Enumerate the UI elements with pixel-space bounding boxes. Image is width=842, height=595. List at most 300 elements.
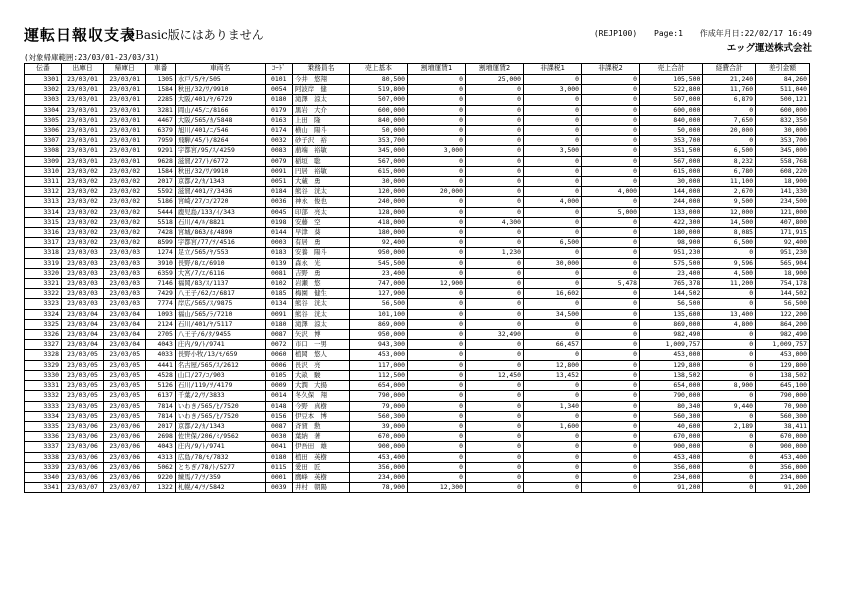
- table-cell: 453,400: [640, 452, 703, 462]
- table-cell: 23/03/01: [61, 136, 103, 146]
- table-cell: 砂子沢 裕: [292, 136, 349, 146]
- table-cell: 23/03/01: [104, 105, 146, 115]
- table-cell: 0: [465, 432, 523, 442]
- table-cell: 23/03/01: [104, 75, 146, 85]
- table-cell: 0: [581, 238, 639, 248]
- table-cell: 0: [703, 299, 756, 309]
- table-cell: 23/03/05: [104, 350, 146, 360]
- table-cell: 宇都宮/77/ｦ/4516: [175, 238, 265, 248]
- table-cell: 0: [465, 156, 523, 166]
- column-header: 売上基本: [349, 64, 407, 75]
- table-cell: 23/03/01: [61, 105, 103, 115]
- table-cell: 石川/401/ﾔ/5117: [175, 319, 265, 329]
- table-cell: 40,600: [640, 421, 703, 431]
- table-cell: 0045: [265, 207, 292, 217]
- table-cell: 144,502: [640, 289, 703, 299]
- table-cell: 23/03/03: [61, 299, 103, 309]
- table-cell: 石川/119/ｦ/4179: [175, 381, 265, 391]
- table-cell: 0: [703, 340, 756, 350]
- table-cell: 滋賀/27/ﾄ/6772: [175, 156, 265, 166]
- table-cell: 23/03/01: [104, 136, 146, 146]
- table-cell: 4528: [146, 370, 176, 380]
- table-cell: 23/03/06: [61, 421, 103, 431]
- table-cell: 507,000: [640, 95, 703, 105]
- table-row: [25, 421, 810, 431]
- table-cell: 今井 悠翔: [292, 75, 349, 85]
- table-cell: 0: [407, 421, 465, 431]
- table-cell: 0: [581, 289, 639, 299]
- table-cell: 0: [407, 166, 465, 176]
- table-cell: 0: [523, 299, 581, 309]
- table-cell: 101,100: [349, 309, 407, 319]
- table-cell: 宇都宮/95/ｽ/4259: [175, 146, 265, 156]
- table-cell: 23/03/01: [104, 146, 146, 156]
- table-row: [25, 289, 810, 299]
- table-cell: いわき/565/ﾋ/7520: [175, 401, 265, 411]
- table-cell: 福山/565/ﾗ/7210: [175, 309, 265, 319]
- table-cell: 234,000: [349, 472, 407, 482]
- table-cell: 1305: [146, 75, 176, 85]
- table-cell: 0: [407, 248, 465, 258]
- table-cell: 3332: [25, 391, 62, 401]
- table-cell: 23/03/07: [61, 483, 103, 493]
- table-cell: 名古屋/565/ｽ/2612: [175, 360, 265, 370]
- column-header: 売上合計: [640, 64, 703, 75]
- table-cell: 3315: [25, 217, 62, 227]
- table-cell: 0: [703, 452, 756, 462]
- table-cell: 23/03/04: [61, 330, 103, 340]
- table-row: [25, 442, 810, 452]
- table-cell: 864,200: [756, 319, 810, 329]
- table-cell: 0: [407, 105, 465, 115]
- table-cell: 23/03/01: [61, 75, 103, 85]
- table-cell: 453,000: [349, 350, 407, 360]
- column-header: 帰庫日: [104, 64, 146, 75]
- table-cell: 3306: [25, 126, 62, 136]
- table-cell: 鷹峰 英樹: [292, 472, 349, 482]
- table-cell: 234,500: [756, 197, 810, 207]
- table-cell: 0: [581, 401, 639, 411]
- table-cell: 0: [465, 391, 523, 401]
- table-cell: 0079: [265, 156, 292, 166]
- table-cell: 0: [703, 105, 756, 115]
- table-cell: 1,230: [465, 248, 523, 258]
- table-cell: 0: [523, 268, 581, 278]
- table-cell: 旭川/401/ﾆ/546: [175, 126, 265, 136]
- table-cell: 23/03/03: [104, 248, 146, 258]
- table-row: [25, 238, 810, 248]
- table-cell: 3316: [25, 228, 62, 238]
- table-cell: 0: [581, 75, 639, 85]
- table-cell: 0054: [265, 85, 292, 95]
- table-cell: 23/03/01: [104, 85, 146, 95]
- table-cell: 522,800: [640, 85, 703, 95]
- table-cell: 141,330: [756, 187, 810, 197]
- table-cell: 0: [581, 421, 639, 431]
- table-cell: 418,000: [349, 217, 407, 227]
- table-cell: 6,780: [703, 166, 756, 176]
- table-cell: 133,000: [640, 207, 703, 217]
- table-cell: 0: [407, 391, 465, 401]
- table-cell: 356,000: [349, 462, 407, 472]
- table-row: [25, 319, 810, 329]
- table-cell: 1,340: [523, 401, 581, 411]
- table-cell: 0: [581, 442, 639, 452]
- table-cell: 950,000: [349, 330, 407, 340]
- table-cell: 23/03/02: [104, 238, 146, 248]
- table-cell: 0101: [265, 75, 292, 85]
- table-cell: 大蔵 勇: [292, 177, 349, 187]
- table-cell: 23,400: [349, 268, 407, 278]
- table-cell: 453,000: [756, 350, 810, 360]
- table-cell: 23/03/06: [104, 421, 146, 431]
- table-cell: 0179: [265, 105, 292, 115]
- table-cell: 0: [407, 350, 465, 360]
- table-cell: 23/03/03: [61, 258, 103, 268]
- table-cell: 23/03/02: [104, 187, 146, 197]
- table-cell: 14,500: [703, 217, 756, 227]
- table-cell: 0: [581, 299, 639, 309]
- table-cell: 0: [407, 207, 465, 217]
- table-cell: 足立/565/ﾔ/553: [175, 248, 265, 258]
- table-cell: 7959: [146, 136, 176, 146]
- table-cell: 600,000: [349, 105, 407, 115]
- table-cell: 0: [465, 146, 523, 156]
- report-subtitle: ※Basic版にはありません: [125, 28, 264, 42]
- table-cell: 670,000: [756, 432, 810, 442]
- table-cell: 伊吾田 雄: [292, 442, 349, 452]
- table-cell: 0: [407, 340, 465, 350]
- table-cell: 0: [407, 258, 465, 268]
- table-cell: 愛田 匠: [292, 462, 349, 472]
- table-cell: 500,121: [756, 95, 810, 105]
- table-cell: 21,240: [703, 75, 756, 85]
- table-cell: 3314: [25, 207, 62, 217]
- table-cell: 23/03/02: [61, 228, 103, 238]
- table-cell: 0: [581, 381, 639, 391]
- table-cell: 0: [465, 462, 523, 472]
- table-cell: 345,000: [756, 146, 810, 156]
- table-cell: 3329: [25, 360, 62, 370]
- table-cell: 92,400: [349, 238, 407, 248]
- table-cell: 519,800: [349, 85, 407, 95]
- table-cell: 30,000: [756, 126, 810, 136]
- table-cell: 0: [465, 238, 523, 248]
- table-cell: 353,700: [756, 136, 810, 146]
- table-cell: 0: [581, 156, 639, 166]
- table-cell: 950,000: [349, 248, 407, 258]
- table-cell: 23/03/01: [61, 156, 103, 166]
- table-cell: 645,100: [756, 381, 810, 391]
- table-cell: 0: [465, 268, 523, 278]
- table-cell: 23/03/03: [104, 289, 146, 299]
- table-cell: 244,000: [640, 197, 703, 207]
- table-cell: 23/03/04: [104, 309, 146, 319]
- table-cell: 0: [465, 279, 523, 289]
- report-title: 運転日報収支表: [24, 26, 137, 44]
- table-cell: 札幌/4/ｦ/5842: [175, 483, 265, 493]
- table-cell: 23/03/06: [104, 472, 146, 482]
- table-cell: 0: [407, 238, 465, 248]
- table-cell: 0: [581, 309, 639, 319]
- table-cell: 0: [407, 411, 465, 421]
- table-cell: 16,602: [523, 289, 581, 299]
- table-cell: 120,000: [349, 187, 407, 197]
- table-cell: 0: [407, 360, 465, 370]
- table-cell: 3335: [25, 421, 62, 431]
- table-cell: 0: [581, 452, 639, 462]
- table-cell: 50,000: [640, 126, 703, 136]
- table-cell: 0030: [265, 432, 292, 442]
- table-cell: 0: [581, 115, 639, 125]
- table-cell: 練馬/7/ｦ/359: [175, 472, 265, 482]
- table-cell: 0: [703, 370, 756, 380]
- table-cell: 今野 真樹: [292, 401, 349, 411]
- table-cell: 23/03/01: [61, 146, 103, 156]
- table-cell: 八王子/6/ﾀ/9455: [175, 330, 265, 340]
- table-cell: 0: [407, 115, 465, 125]
- table-cell: 7428: [146, 228, 176, 238]
- table-cell: 宮崎/27/ｺ/2720: [175, 197, 265, 207]
- table-cell: 0: [581, 340, 639, 350]
- table-row: [25, 177, 810, 187]
- table-cell: 117,000: [349, 360, 407, 370]
- table-cell: 0072: [265, 340, 292, 350]
- table-cell: 0: [703, 330, 756, 340]
- table-cell: 8,232: [703, 156, 756, 166]
- table-cell: 0: [703, 360, 756, 370]
- table-cell: 91,200: [756, 483, 810, 493]
- table-cell: 5,478: [581, 279, 639, 289]
- table-row: [25, 197, 810, 207]
- table-cell: 0: [523, 248, 581, 258]
- table-cell: 23/03/06: [104, 432, 146, 442]
- table-cell: 3320: [25, 268, 62, 278]
- table-cell: 654,000: [349, 381, 407, 391]
- table-cell: 3331: [25, 381, 62, 391]
- table-cell: 12,900: [407, 279, 465, 289]
- table-cell: 0: [581, 258, 639, 268]
- table-cell: 0180: [265, 319, 292, 329]
- table-cell: 2,670: [703, 187, 756, 197]
- table-cell: 植田 英樹: [292, 452, 349, 462]
- table-cell: 23/03/05: [104, 391, 146, 401]
- table-cell: 0: [703, 483, 756, 493]
- table-cell: 0105: [265, 370, 292, 380]
- table-cell: 0: [465, 360, 523, 370]
- table-cell: 23,400: [640, 268, 703, 278]
- table-cell: 112,500: [349, 370, 407, 380]
- table-cell: 84,260: [756, 75, 810, 85]
- table-cell: 11,100: [703, 177, 756, 187]
- table-cell: 23/03/07: [104, 483, 146, 493]
- column-header: 割増運賃2: [465, 64, 523, 75]
- table-cell: 0: [407, 289, 465, 299]
- table-cell: 5126: [146, 381, 176, 391]
- date-range: (対象帰庫範囲:23/03/01-23/03/31): [24, 53, 160, 62]
- table-cell: 11,200: [703, 279, 756, 289]
- table-cell: 122,200: [756, 309, 810, 319]
- table-cell: 大宮/7/ｴ/6116: [175, 268, 265, 278]
- table-cell: 790,000: [640, 391, 703, 401]
- table-cell: 0: [581, 370, 639, 380]
- table-cell: 6,500: [703, 146, 756, 156]
- table-cell: 0: [465, 197, 523, 207]
- table-cell: 790,000: [349, 391, 407, 401]
- table-cell: 171,915: [756, 228, 810, 238]
- table-row: [25, 146, 810, 156]
- table-cell: 4,000: [581, 187, 639, 197]
- table-cell: 129,800: [756, 360, 810, 370]
- table-cell: 6379: [146, 126, 176, 136]
- table-cell: 0: [523, 330, 581, 340]
- table-cell: 3910: [146, 258, 176, 268]
- table-row: [25, 350, 810, 360]
- table-cell: 佐世保/206/ﾐ/9562: [175, 432, 265, 442]
- table-cell: 351,500: [640, 146, 703, 156]
- table-cell: 3,500: [523, 146, 581, 156]
- table-cell: 840,000: [640, 115, 703, 125]
- table-cell: 9628: [146, 156, 176, 166]
- table-cell: 12,450: [465, 370, 523, 380]
- table-row: [25, 279, 810, 289]
- table-cell: 18,900: [756, 268, 810, 278]
- table-cell: 石川/4/ﾙ/8821: [175, 217, 265, 227]
- table-cell: 23/03/05: [61, 360, 103, 370]
- table-row: [25, 330, 810, 340]
- table-cell: 2124: [146, 319, 176, 329]
- table-cell: 38,411: [756, 421, 810, 431]
- table-cell: 3302: [25, 85, 62, 95]
- table-cell: 0: [581, 95, 639, 105]
- table-cell: 1584: [146, 85, 176, 95]
- table-cell: 3334: [25, 411, 62, 421]
- table-cell: 伊豆本 博: [292, 411, 349, 421]
- table-cell: 3340: [25, 472, 62, 482]
- table-cell: 20,000: [703, 126, 756, 136]
- table-cell: 56,500: [756, 299, 810, 309]
- table-cell: 庄内/9/ﾄ/9741: [175, 442, 265, 452]
- table-cell: 0: [523, 319, 581, 329]
- table-cell: 144,502: [756, 289, 810, 299]
- table-cell: 0009: [265, 381, 292, 391]
- table-cell: 0081: [265, 268, 292, 278]
- table-cell: 12,000: [703, 207, 756, 217]
- table-cell: 23/03/03: [61, 268, 103, 278]
- table-cell: 4043: [146, 340, 176, 350]
- table-row: [25, 115, 810, 125]
- table-cell: 0051: [265, 177, 292, 187]
- table-cell: 23/03/05: [61, 370, 103, 380]
- table-cell: 23/03/05: [104, 381, 146, 391]
- table-cell: 453,400: [756, 452, 810, 462]
- table-cell: 0163: [265, 115, 292, 125]
- table-cell: 0: [407, 442, 465, 452]
- table-cell: 3325: [25, 319, 62, 329]
- table-cell: 4,800: [703, 319, 756, 329]
- table-cell: 353,700: [349, 136, 407, 146]
- table-cell: 0: [407, 75, 465, 85]
- table-row: [25, 156, 810, 166]
- table-row: [25, 75, 810, 85]
- table-cell: 鹿児島/133/ｲ/343: [175, 207, 265, 217]
- table-cell: 23/03/05: [61, 401, 103, 411]
- table-cell: 0083: [265, 146, 292, 156]
- table-cell: 0: [581, 350, 639, 360]
- column-header: 車両名: [175, 64, 265, 75]
- column-header: 非課税1: [523, 64, 581, 75]
- page-number: Page:1: [654, 29, 683, 38]
- table-cell: 0060: [265, 350, 292, 360]
- table-cell: 670,000: [640, 432, 703, 442]
- table-cell: 0: [523, 166, 581, 176]
- table-cell: 秋田/32/ﾜ/9910: [175, 166, 265, 176]
- table-cell: 511,040: [756, 85, 810, 95]
- table-cell: 0: [523, 207, 581, 217]
- table-cell: 951,230: [640, 248, 703, 258]
- table-cell: 円居 裕敏: [292, 166, 349, 176]
- table-cell: 23/03/02: [104, 217, 146, 227]
- table-cell: 23/03/04: [61, 340, 103, 350]
- table-cell: 0: [407, 299, 465, 309]
- table-row: [25, 105, 810, 115]
- table-cell: 3324: [25, 309, 62, 319]
- table-row: [25, 95, 810, 105]
- table-cell: 560,300: [756, 411, 810, 421]
- table-cell: 3337: [25, 442, 62, 452]
- table-cell: 9291: [146, 146, 176, 156]
- table-cell: 福岡/83/ｽ/1137: [175, 279, 265, 289]
- table-row: [25, 248, 810, 258]
- table-cell: 0: [703, 411, 756, 421]
- table-cell: 8599: [146, 238, 176, 248]
- table-cell: 7774: [146, 299, 176, 309]
- table-cell: 0: [703, 391, 756, 401]
- table-cell: 吉野 勇: [292, 268, 349, 278]
- table-cell: 0: [407, 381, 465, 391]
- report-meta: [582, 28, 812, 39]
- table-cell: 0198: [265, 217, 292, 227]
- table-cell: 0: [703, 248, 756, 258]
- table-cell: 水戸/5/ﾔ/505: [175, 75, 265, 85]
- table-cell: 岸広/565/ｽ/9875: [175, 299, 265, 309]
- table-cell: 京都/2/ｶ/1343: [175, 421, 265, 431]
- table-cell: 0001: [265, 472, 292, 482]
- table-cell: 萠端 裕敏: [292, 146, 349, 156]
- table-cell: 138,502: [640, 370, 703, 380]
- table-cell: 0: [523, 177, 581, 187]
- table-cell: 0: [523, 228, 581, 238]
- table-cell: 3313: [25, 197, 62, 207]
- table-cell: 7814: [146, 411, 176, 421]
- table-cell: 23/03/06: [104, 462, 146, 472]
- table-body: [25, 75, 810, 493]
- table-cell: 23/03/02: [61, 177, 103, 187]
- table-cell: 7146: [146, 279, 176, 289]
- table-cell: 0: [465, 381, 523, 391]
- table-cell: 0: [465, 177, 523, 187]
- table-cell: 宮城/863/ﾎ/4890: [175, 228, 265, 238]
- table-cell: 0: [465, 411, 523, 421]
- table-cell: 0: [703, 350, 756, 360]
- table-cell: 9220: [146, 472, 176, 482]
- table-cell: 3328: [25, 350, 62, 360]
- table-cell: 70,900: [756, 401, 810, 411]
- table-cell: 30,000: [523, 258, 581, 268]
- table-row: [25, 207, 810, 217]
- table-cell: 0: [465, 452, 523, 462]
- table-row: [25, 401, 810, 411]
